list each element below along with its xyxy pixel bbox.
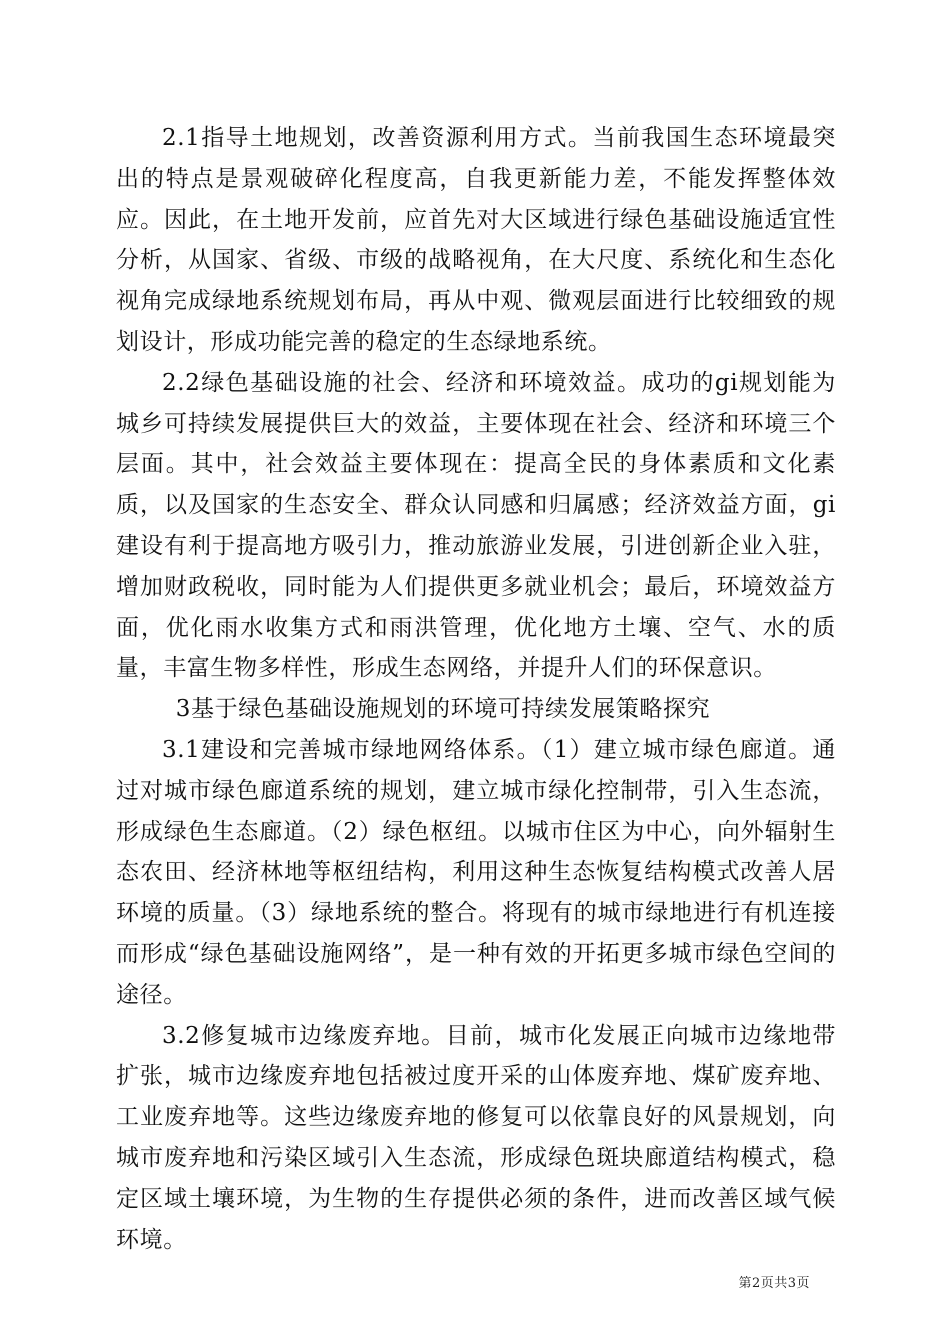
paragraph-2-1: 2.1指导土地规划，改善资源利用方式。当前我国生态环境最突出的特点是景观破碎化程度高，自我更新能力差，不能发挥整体效应。因此，在土地开发前，应首先对大区域进行绿色基础设施适宜性分析，从国家、省级、市级的战略视角，在大尺度、系统化和生态化视角完成绿地系统规划布局，再从中观、微观层面进行比较细致的规划设计，形成功能完善的稳定的生态绿地系统。 bbox=[116, 125, 836, 355]
paragraph-2-2: 2.2绿色基础设施的社会、经济和环境效益。成功的gi规划能为城乡可持续发展提供巨大的效益，主要体现在社会、经济和环境三个层面。其中，社会效益主要体现在：提高全民的身体素质和文化素质，以及国家的生态安全、群众认同感和归属感；经济效益方面，gi建设有利于提高地方吸引力，推动旅游业发展，引进创新企业入驻，增加财政税收，同时能为人们提供更多就业机会；最后，环境效益方面，优化雨水收集方式和雨洪管理，优化地方土壤、空气、水的质量，丰富生物多样性，形成生态网络，并提升人们的环保意识。 bbox=[116, 369, 836, 682]
section-3-heading: 3基于绿色基础设施规划的环境可持续发展策略探究 bbox=[175, 696, 711, 723]
paragraph-3-2: 3.2修复城市边缘废弃地。目前，城市化发展正向城市边缘地带扩张，城市边缘废弃地包括被过度开采的山体废弃地、煤矿废弃地、工业废弃地等。这些边缘废弃地的修复可以依靠良好的风景规划，向城市废弃地和污染区域引入生态流，形成绿色斑块廊道结构模式，稳定区域土壤环境，为生物的生存提供必须的条件，进而改善区域气候环境。 bbox=[116, 1022, 836, 1253]
paragraph-3-1: 3.1建设和完善城市绿地网络体系。（1）建立城市绿色廊道。通过对城市绿色廊道系统的规划，建立城市绿化控制带，引入生态流，形成绿色生态廊道。（2）绿色枢纽。以城市住区为中心，向外辐射生态农田、经济林地等枢纽结构，利用这种生态恢复结构模式改善人居环境的质量。（3）绿地系统的整合。将现有的城市绿地进行有机连接而形成“绿色基础设施网络”，是一种有效的开拓更多城市绿色空间的途径。 bbox=[116, 736, 836, 1008]
page-number: 第2页共3页 bbox=[738, 1276, 810, 1291]
document-body bbox=[116, 118, 836, 1260]
